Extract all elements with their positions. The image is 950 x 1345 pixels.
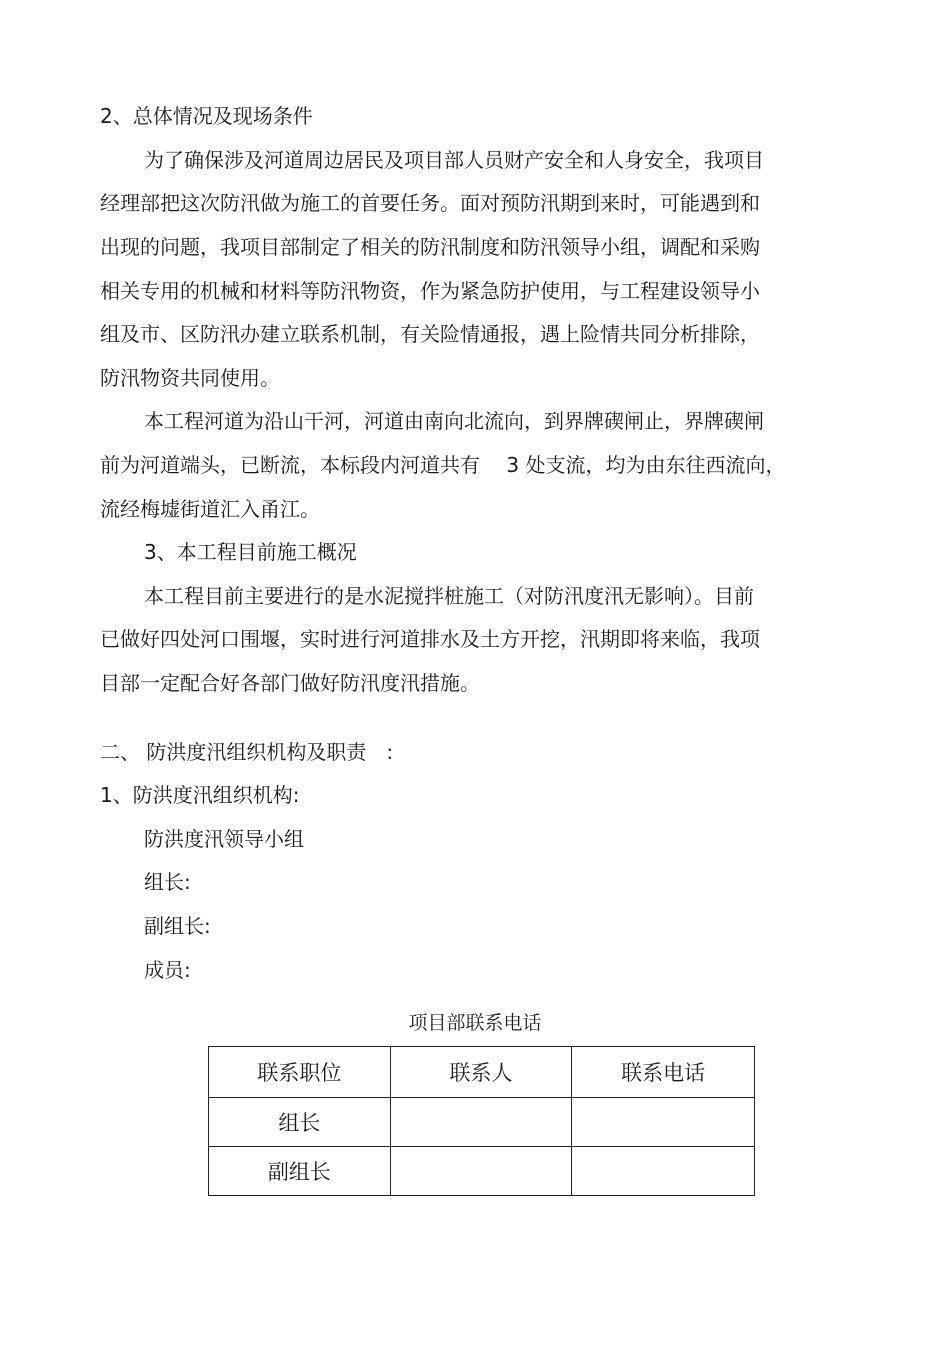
text-line: 经理部把这次防汛做为施工的首要任务。面对预防汛期到来时，可能遇到和 [100, 191, 760, 215]
text-line: 副组长: [144, 914, 211, 938]
cell-contact-phone [572, 1147, 755, 1196]
text-line: 相关专用的机械和材料等防汛物资，作为紧急防护使用，与工程建设领导小 [100, 279, 760, 303]
text-line: 组长: [144, 870, 191, 894]
table-row [209, 1147, 755, 1196]
text-line: 3、本工程目前施工概况 [144, 540, 357, 564]
cell-contact-person [390, 1147, 572, 1196]
text-line: 已做好四处河口围堰，实时进行河道排水及土方开挖，汛期即将来临，我项 [100, 627, 760, 651]
text-line: 流经梅墟街道汇入甬江。 [100, 497, 320, 521]
text-line: 组及市、区防汛办建立联系机制，有关险情通报，遇上险情共同分析排除， [100, 322, 760, 346]
text-line: 二、 防洪度汛组织机构及职责 : [100, 740, 394, 764]
text-line: 防汛物资共同使用。 [100, 366, 280, 390]
text-line: 1、防洪度汛组织机构: [100, 783, 300, 807]
cell-position: 组长 [209, 1098, 391, 1147]
text-line: 目部一定配合好各部门做好防汛度汛措施。 [100, 671, 480, 695]
header-contact-person: 联系人 [390, 1047, 572, 1098]
text-line: 前为河道端头，已断流，本标段内河道共有 3 处支流，均为由东往西流向， [100, 453, 786, 477]
cell-contact-phone [572, 1098, 755, 1147]
table-row [209, 1098, 755, 1147]
cell-contact-person [390, 1098, 572, 1147]
text-line: 成员: [144, 958, 191, 982]
contact-table [208, 1046, 755, 1196]
table-header-row [209, 1047, 755, 1098]
text-line: 防洪度汛领导小组 [144, 827, 304, 851]
header-position: 联系职位 [209, 1047, 391, 1098]
text-line: 出现的问题，我项目部制定了相关的防汛制度和防汛领导小组，调配和采购 [100, 235, 760, 259]
text-line: 2、总体情况及现场条件 [100, 104, 313, 128]
table-caption: 项目部联系电话 [408, 1012, 542, 1034]
text-line: 为了确保涉及河道周边居民及项目部人员财产安全和人身安全，我项目 [144, 148, 764, 172]
header-contact-phone: 联系电话 [572, 1047, 755, 1098]
cell-position: 副组长 [209, 1147, 391, 1196]
text-line: 本工程目前主要进行的是水泥搅拌桩施工（对防汛度汛无影响）。目前 [144, 584, 754, 608]
text-line: 本工程河道为沿山干河，河道由南向北流向，到界牌碶闸止，界牌碶闸 [144, 409, 764, 433]
